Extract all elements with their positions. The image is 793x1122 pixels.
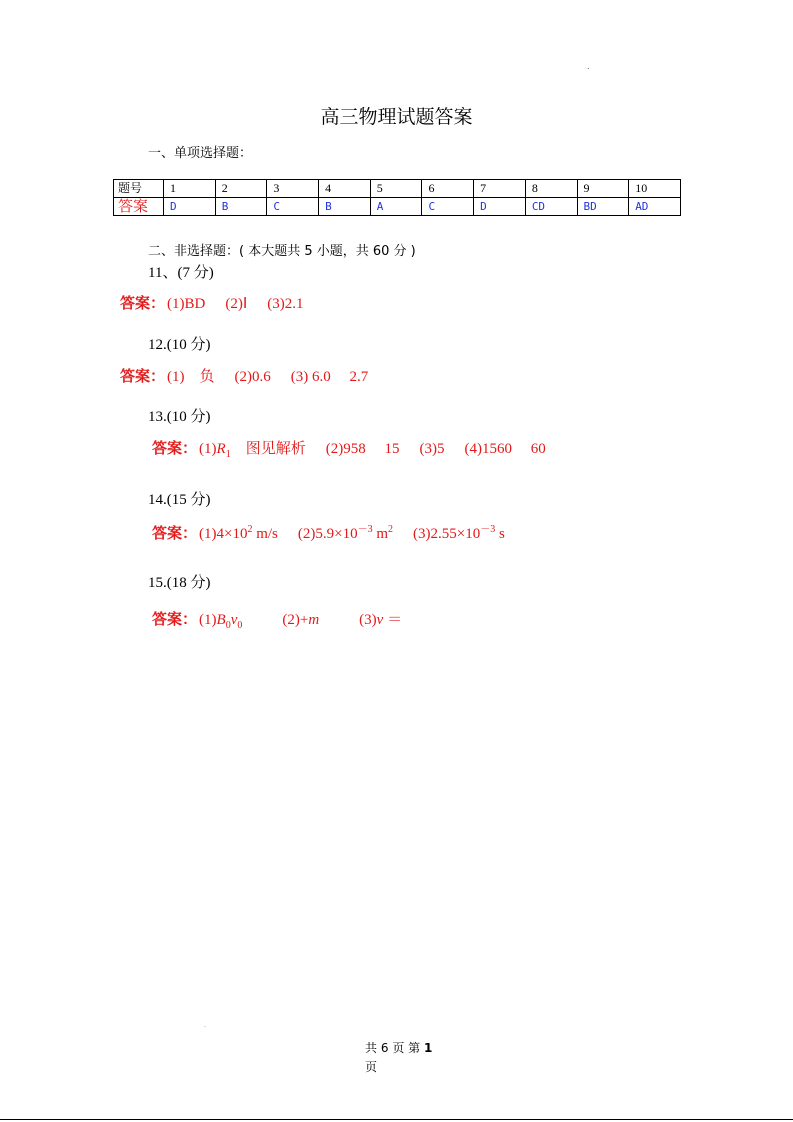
table-cell: BD (577, 198, 629, 216)
table-cell: B (319, 198, 371, 216)
answer-part: (3)2.55×10 (413, 526, 481, 542)
answer-sup: －3 (357, 524, 373, 535)
question-label: 11、(7 分) (148, 265, 214, 281)
answer-part: (1)4×10 (199, 526, 248, 542)
answer-part: s (495, 526, 505, 542)
answer-table (113, 179, 681, 216)
answer-label: 答案： (120, 367, 166, 385)
table-cell: 8 (525, 180, 577, 198)
tiny-mark: . (204, 1022, 206, 1029)
question-label: 15.(18 分) (148, 575, 211, 591)
answer-line (152, 608, 402, 631)
question-label: 12.(10 分) (148, 337, 211, 353)
answer-label: 答案： (120, 294, 166, 312)
answer-part: (3)2.1 (267, 296, 304, 312)
footer-total: 6 (380, 1041, 389, 1055)
answer-line (152, 520, 505, 543)
answer-sup: －3 (480, 524, 496, 535)
table-cell: C (267, 198, 319, 216)
section-heading-1: 一、单项选择题： (148, 146, 253, 161)
corner-mark: . (587, 62, 590, 71)
question-label: 13.(10 分) (148, 409, 211, 425)
answer-part: (3)5 (419, 441, 445, 457)
header-cell: 答案 (114, 198, 164, 216)
section-heading-2: 二、非选择题：( 本大题共 5 小题，共 60 分 ) (148, 244, 416, 259)
answer-part: (2)Ⅰ (225, 296, 248, 312)
footer-text: 页 (392, 1041, 405, 1055)
bottom-rule (0, 1119, 793, 1120)
answer-part: (1) (199, 441, 217, 457)
answer-var: m (308, 612, 320, 628)
table-cell: B (215, 198, 267, 216)
answer-part: (2)+ (282, 612, 309, 628)
footer-text: 第 (408, 1041, 421, 1055)
answer-sub: 0 (237, 620, 243, 631)
table-cell: 2 (215, 180, 267, 198)
table-cell: CD (525, 198, 577, 216)
table-cell: 3 (267, 180, 319, 198)
answer-part: (2)958 15 (325, 441, 400, 457)
footer-text: 共 (365, 1041, 378, 1055)
header-cell: 题号 (114, 180, 164, 198)
table-cell: 10 (629, 180, 681, 198)
answer-sub: 1 (225, 449, 231, 460)
answer-sub: 0 (225, 620, 231, 631)
question-label: 14.(15 分) (148, 492, 211, 508)
table-row (114, 180, 681, 198)
answer-part: (2)5.9×10 (297, 526, 358, 542)
answer-part: (1) (199, 612, 217, 628)
answer-part: (3) (359, 612, 377, 628)
table-row (114, 198, 681, 216)
answer-sup: 2 (388, 524, 394, 535)
table-cell: 4 (319, 180, 371, 198)
table-cell: 5 (370, 180, 422, 198)
table-cell: 7 (474, 180, 526, 198)
answer-label: 答案： (152, 524, 198, 542)
answer-part: (1)BD (167, 296, 206, 312)
footer-text-2: 页 (365, 1060, 378, 1074)
answer-label: 答案： (152, 610, 198, 628)
answer-part: (1) 负 (167, 369, 215, 385)
answer-part: (3) 6.0 2.7 (290, 369, 369, 385)
answer-part: 图见解析 (230, 441, 306, 457)
page-footer (365, 1039, 432, 1056)
answer-part: ＝ (383, 612, 403, 628)
answer-line (152, 437, 546, 460)
answer-part: m (372, 526, 389, 542)
table-cell: 9 (577, 180, 629, 198)
answer-part: m/s (252, 526, 278, 542)
answer-part: (4)1560 60 (464, 441, 546, 457)
footer-page: 1 (424, 1041, 433, 1055)
table-cell: 6 (422, 180, 474, 198)
table-cell: 1 (164, 180, 216, 198)
answer-var: v (376, 612, 384, 628)
table-cell: D (164, 198, 216, 216)
answer-var: R (216, 441, 226, 457)
answer-label: 答案： (152, 439, 198, 457)
answer-line (120, 365, 368, 386)
page-title: 高三物理试题答案 (320, 106, 473, 128)
table-cell: AD (629, 198, 681, 216)
answer-var: B (216, 612, 226, 628)
answer-line (120, 292, 304, 313)
answer-part: (2)0.6 (234, 369, 271, 385)
table-cell: A (370, 198, 422, 216)
answer-sup: 2 (247, 524, 253, 535)
table-cell: C (422, 198, 474, 216)
table-cell: D (474, 198, 526, 216)
answer-var: v (230, 612, 238, 628)
